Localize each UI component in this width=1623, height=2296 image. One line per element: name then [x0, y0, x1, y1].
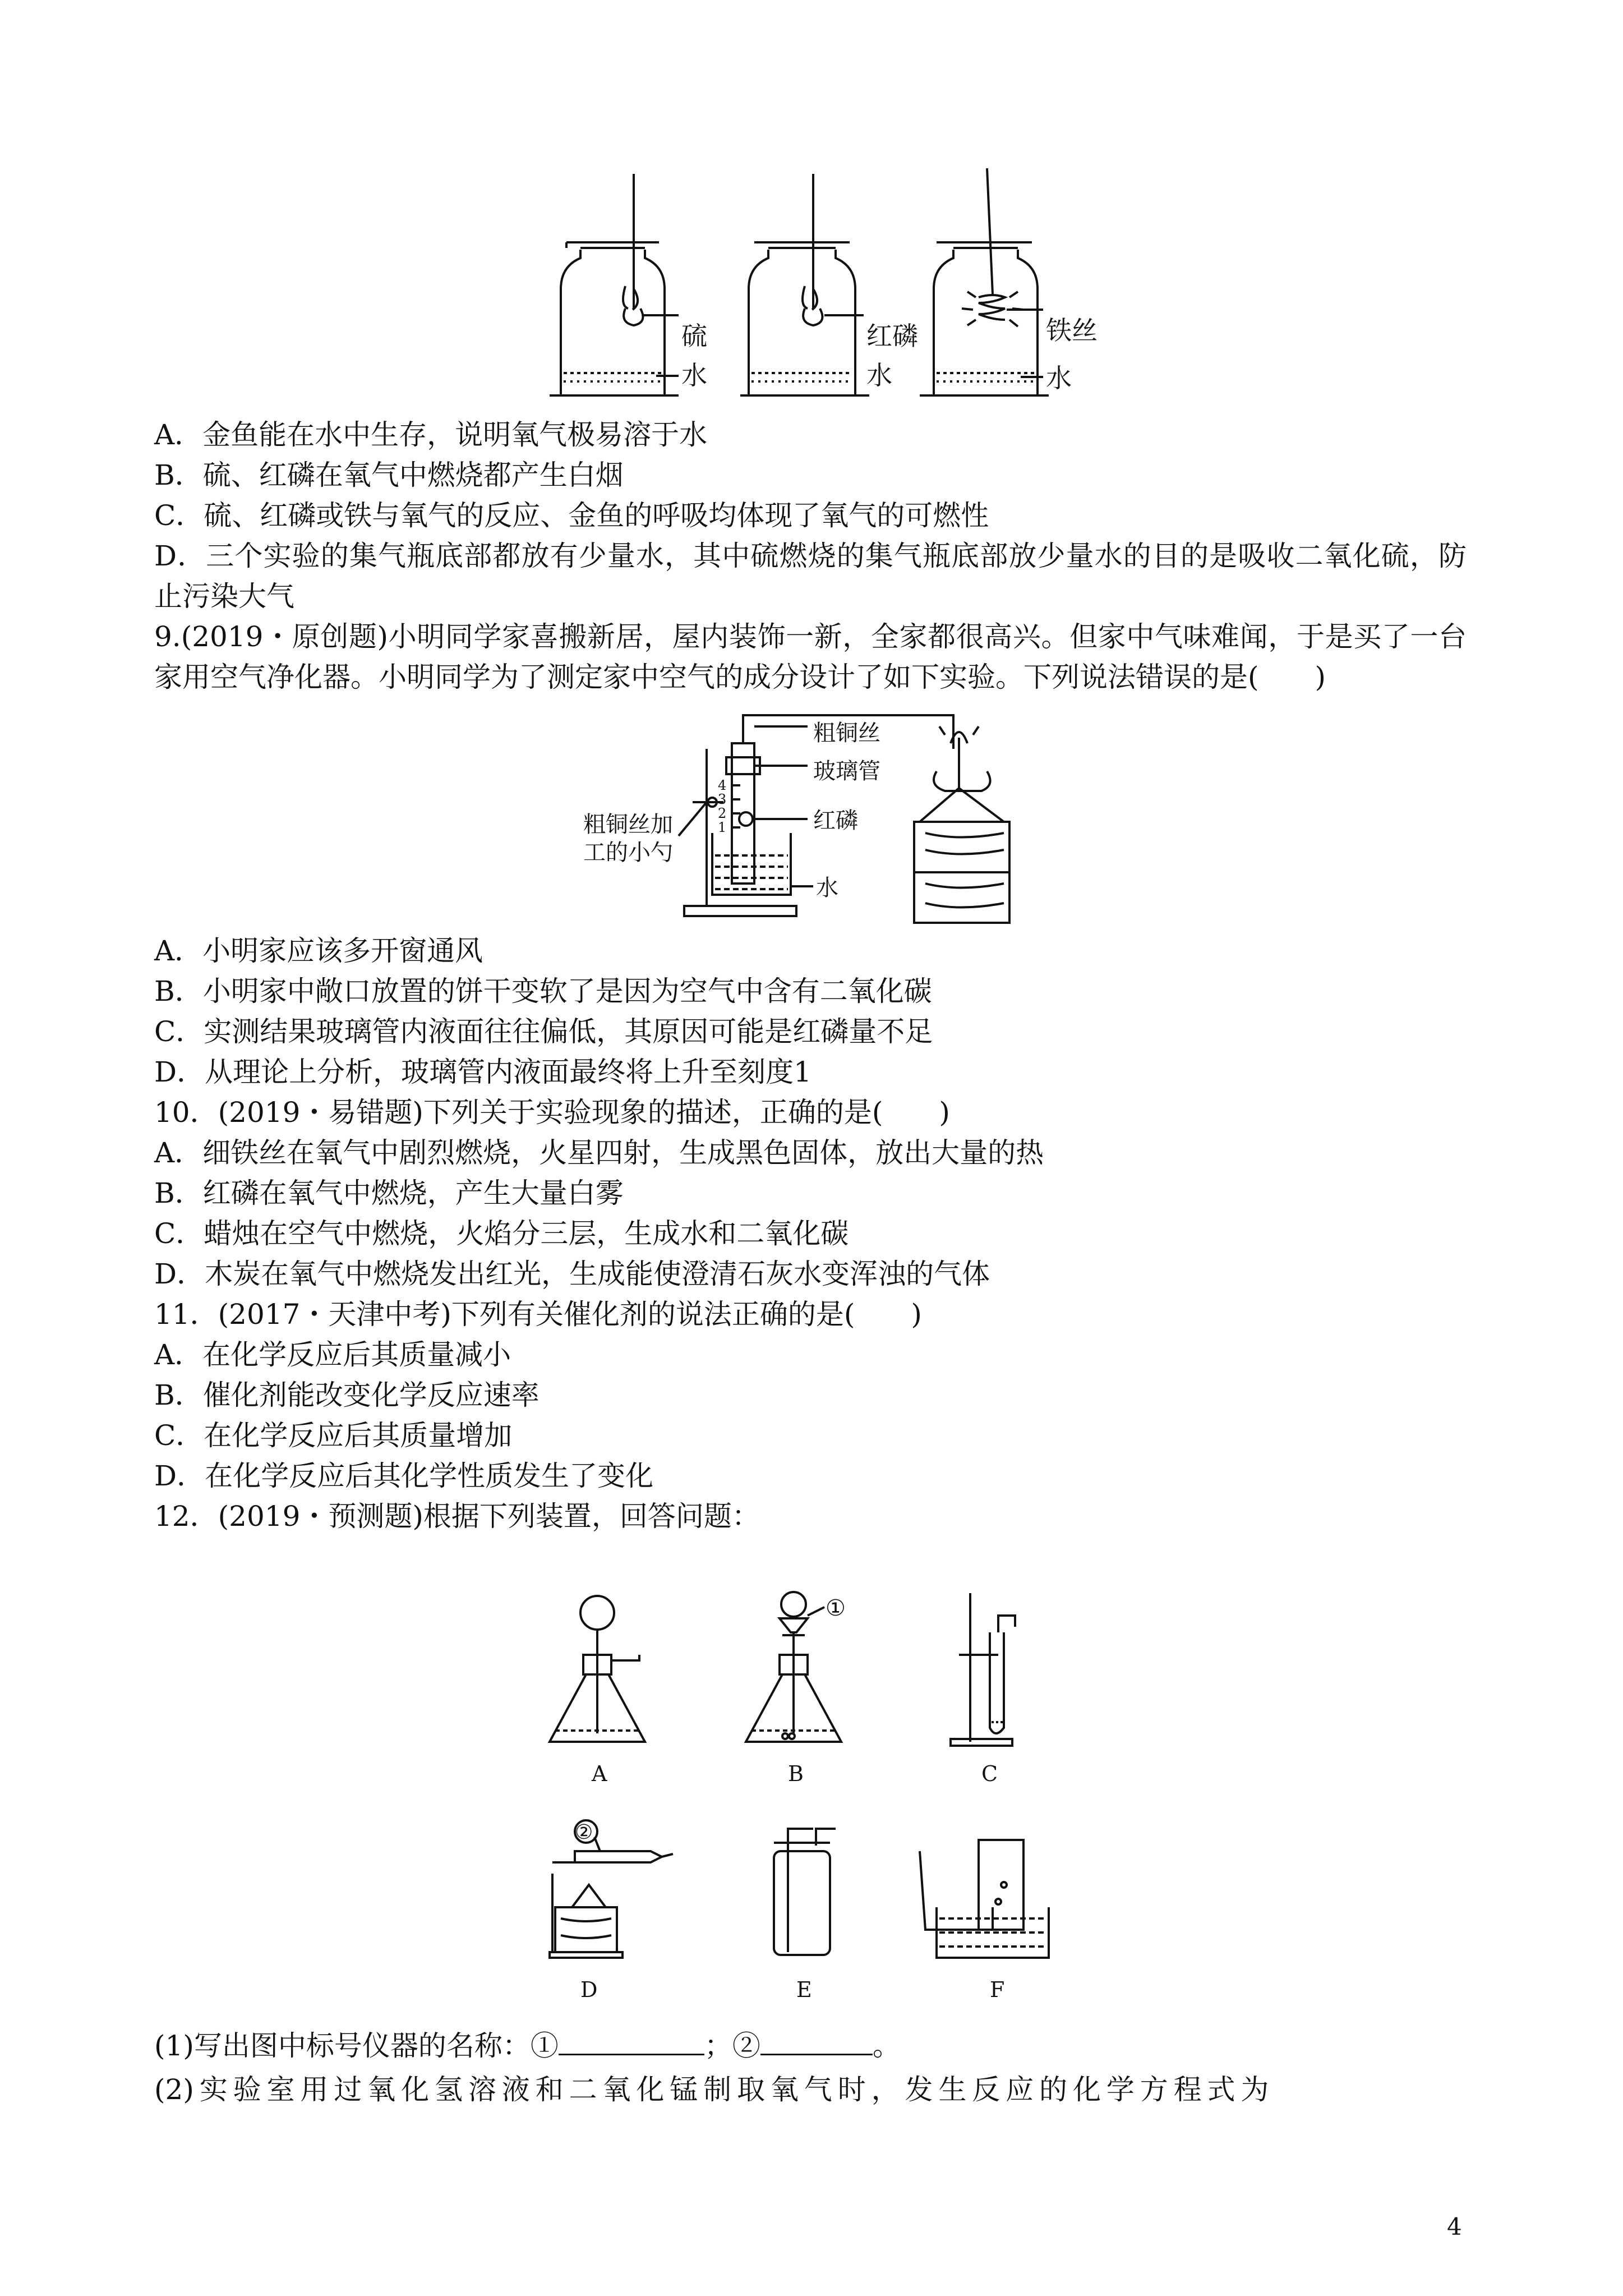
label-water-1: 水 — [681, 360, 707, 390]
apparatus-c — [951, 1593, 1015, 1746]
q12-sub2: (2) 实 验 室 用 过 氧 化 氢 溶 液 和 二 氧 化 锰 制 取 氧 气 时 ， 发 生 反 应 的 化 学 方 程 式 为 — [154, 2073, 1269, 2106]
label-red-phosphorus-9: 红磷 — [813, 808, 858, 834]
svg-text:1: 1 — [718, 820, 727, 835]
apparatus-e — [774, 1829, 836, 1955]
label-water-9: 水 — [816, 875, 838, 901]
q8-option-d-cont: 止污染大气 — [154, 580, 294, 613]
q12-stem: 12．(2019・预测题)根据下列装置，回答问题： — [154, 1500, 760, 1533]
q8-option-d: D．三个实验的集气瓶底部都放有少量水，其中硫燃烧的集气瓶底部放少量水的目的是吸收二氧化硫，防 — [154, 540, 1467, 572]
q8-option-a: A．金鱼能在水中生存，说明氧气极易溶于水 — [154, 418, 708, 451]
bottle-red-phosphorus — [740, 174, 869, 395]
svg-text:2: 2 — [718, 806, 727, 821]
combustion-bottles-figure — [550, 168, 1099, 404]
marker-2: ② — [575, 1821, 593, 1844]
q12-sub1-mid: ；② — [704, 2030, 760, 2062]
q12-sub1-end: 。 — [872, 2030, 901, 2062]
q9-option-c: C．实测结果玻璃管内液面往往偏低，其原因可能是红磷量不足 — [154, 1015, 933, 1048]
q9-option-d: D．从理论上分析，玻璃管内液面最终将上升至刻度1 — [154, 1056, 811, 1088]
q8-option-b: B．硫、红磷在氧气中燃烧都产生白烟 — [154, 459, 624, 491]
label-d: D — [580, 1977, 598, 2002]
label-b: B — [788, 1761, 804, 1786]
label-a: A — [592, 1761, 607, 1786]
q9-stem-line2: 家用空气净化器。小明同学为了测定家中空气的成分设计了如下实验。下列说法错误的是( ) — [154, 661, 1326, 693]
label-water-3: 水 — [1046, 363, 1072, 393]
q12-sub1 — [154, 2026, 901, 2065]
label-spoon-line2: 工的小勺 — [583, 840, 673, 866]
label-e: E — [796, 1977, 812, 2002]
q11-option-d: D．在化学反应后其化学性质发生了变化 — [154, 1460, 654, 1492]
svg-text:4: 4 — [718, 777, 727, 793]
q11-option-a: A．在化学反应后其质量减小 — [154, 1338, 511, 1371]
gas-apparatus-figure — [533, 1571, 1094, 2031]
svg-text:3: 3 — [718, 792, 727, 807]
q11-option-c: C．在化学反应后其质量增加 — [154, 1419, 513, 1452]
label-water-2: 水 — [866, 360, 892, 390]
q9-option-a: A．小明家应该多开窗通风 — [154, 935, 483, 967]
apparatus-d — [550, 1820, 673, 1958]
label-spoon-line1: 粗铜丝加 — [583, 812, 673, 838]
marker-1: ① — [826, 1595, 846, 1621]
q8-option-c: C．硫、红磷或铁与氧气的反应、金鱼的呼吸均体现了氧气的可燃性 — [154, 499, 989, 532]
label-glass-tube: 玻璃管 — [813, 758, 880, 784]
q10-option-b: B．红磷在氧气中燃烧，产生大量白雾 — [154, 1177, 624, 1209]
q10-option-a: A．细铁丝在氧气中剧烈燃烧，火星四射，生成黑色固体，放出大量的热 — [154, 1137, 1044, 1169]
page-number: 4 — [1447, 2213, 1462, 2240]
blank-instrument-2[interactable] — [760, 2028, 873, 2055]
bottle-iron-wire — [920, 168, 1049, 395]
label-c: C — [981, 1761, 998, 1786]
bottle-sulfur — [550, 174, 679, 395]
q11-stem: 11．(2017・天津中考)下列有关催化剂的说法正确的是( ) — [154, 1298, 922, 1331]
q9-stem-line1: 9.(2019・原创题)小明同学家喜搬新居，屋内装饰一新，全家都很高兴。但家中气味难闻，于是买了一台 — [154, 620, 1467, 653]
q11-option-b: B．催化剂能改变化学反应速率 — [154, 1379, 540, 1411]
apparatus-f — [920, 1840, 1049, 1958]
label-red-phosphorus: 红磷 — [866, 321, 918, 351]
q10-option-c: C．蜡烛在空气中燃烧，火焰分三层，生成水和二氧化碳 — [154, 1217, 849, 1250]
label-iron-wire: 铁丝 — [1046, 315, 1098, 346]
q10-option-d: D．木炭在氧气中燃烧发出红光，生成能使澄清石灰水变浑浊的气体 — [154, 1258, 990, 1290]
q9-option-b: B．小明家中敞口放置的饼干变软了是因为空气中含有二氧化碳 — [154, 975, 932, 1007]
label-f: F — [990, 1977, 1005, 2002]
blank-instrument-1[interactable] — [559, 2028, 704, 2055]
q12-sub1-prefix: (1)写出图中标号仪器的名称：① — [154, 2030, 559, 2062]
label-copper-wire: 粗铜丝 — [813, 720, 880, 746]
q10-stem: 10．(2019・易错题)下列关于实验现象的描述，正确的是( ) — [154, 1096, 950, 1129]
apparatus-a — [550, 1596, 645, 1742]
label-sulfur: 硫 — [681, 321, 707, 351]
